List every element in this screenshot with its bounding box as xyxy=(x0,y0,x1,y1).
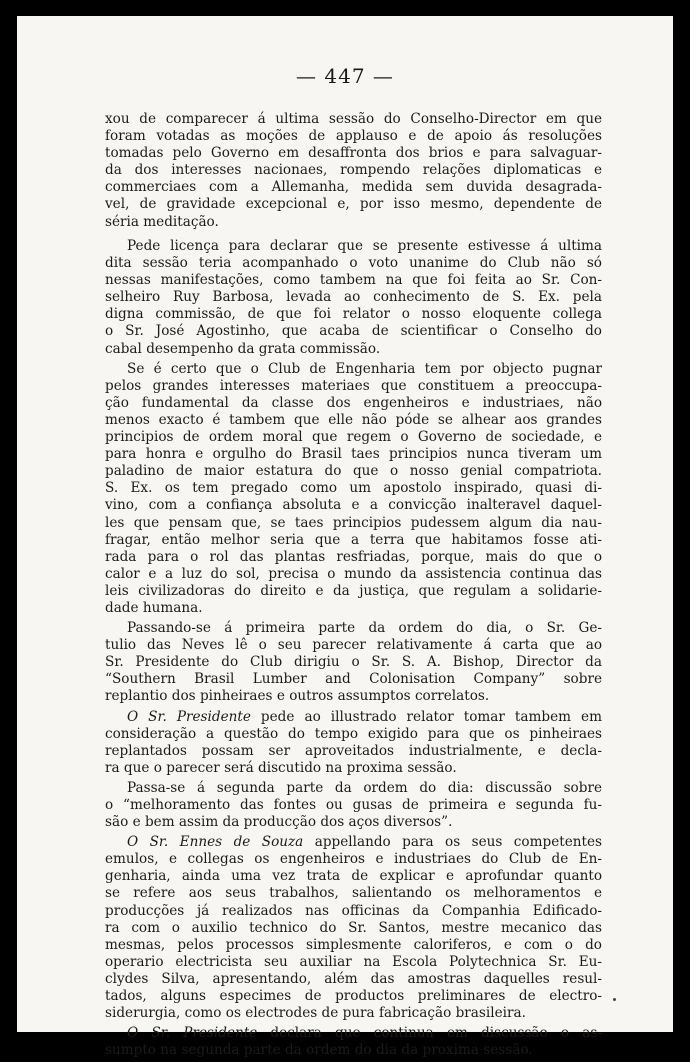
line-text: mesmas, pelos processos simplesmente caloriferos, e com o do xyxy=(105,936,602,953)
line-text: Pede licença para declarar que se presente estivesse á ultima xyxy=(127,238,602,254)
line-text: fragar, então melhor seria que a terra que habitamos fosse ati- xyxy=(105,531,602,548)
text-line xyxy=(105,937,602,954)
text-line xyxy=(105,196,602,213)
text-line xyxy=(105,323,602,340)
text-line xyxy=(105,885,602,902)
line-text: vino, com a confiança absoluta e a convicção inalteravel daquel- xyxy=(105,497,602,514)
scanned-page xyxy=(17,16,673,1059)
text-line xyxy=(105,179,602,196)
text-line xyxy=(105,238,602,255)
text-line xyxy=(105,637,602,654)
text-line xyxy=(105,395,602,412)
line-text: genharia, ainda uma vez trata de explicar e aprofundar quanto xyxy=(105,868,602,885)
line-text: o Sr. José Agostinho, que acaba de scientificar o Conselho do xyxy=(105,323,602,340)
text-line xyxy=(105,214,602,231)
text-line xyxy=(105,797,602,814)
text-line xyxy=(105,726,602,743)
line-text: S. Ex. os tem pregado como um apostolo inspirado, quasi di- xyxy=(105,480,602,497)
text-line xyxy=(105,162,602,179)
text-line xyxy=(105,128,602,145)
text-line xyxy=(105,688,602,705)
line-text: replantados possam ser aproveitados industrialmente, e decla- xyxy=(105,742,602,759)
line-text: ção fundamental da classe dos engenheiros e industriaes, não xyxy=(105,394,602,411)
text-line xyxy=(105,583,602,600)
line-text: appellando para os seus competentes xyxy=(303,834,602,851)
line-text: clydes Silva, apresentando, além das amostras daquelles resul- xyxy=(105,970,602,987)
line-text: rada para o rol das plantas resfriadas, porque, mais do que o xyxy=(105,548,602,565)
text-line xyxy=(105,920,602,937)
line-text: sumpto na segunda parte da ordem do dia da proxima sessão. xyxy=(105,1042,533,1059)
speaker-name: O Sr. Presidente xyxy=(127,708,251,725)
text-line xyxy=(105,111,602,128)
text-line xyxy=(105,361,602,378)
line-text: o “melhoramento das fontes ou gusas de primeira e segunda fu- xyxy=(105,797,602,813)
text-line xyxy=(105,709,602,726)
line-text: cabal desempenho da grata commissão. xyxy=(105,340,381,357)
paragraph xyxy=(105,620,602,705)
text-line xyxy=(105,600,602,617)
text-line xyxy=(105,532,602,549)
line-text: da dos interesses nacionaes, rompendo relações diplomaticas e xyxy=(105,162,602,179)
line-text: nessas manifestações, como tambem na que foi feita ao Sr. Con- xyxy=(105,272,602,289)
text-line xyxy=(105,429,602,446)
line-text: Se é certo que o Club de Engenharia tem por objecto pugnar xyxy=(127,360,602,377)
line-text: ra com o auxilio technico do Sr. Santos, mestre mecanico das xyxy=(105,919,602,936)
text-line xyxy=(105,272,602,289)
line-text: pede ao illustrado relator tomar tambem em xyxy=(250,708,602,725)
line-text: les que pensam que, se taes principios pudessem algum dia nau- xyxy=(105,514,602,531)
text-line xyxy=(105,378,602,395)
line-text: tulio das Neves lê o seu parecer relativamente á carta que ao xyxy=(105,637,602,654)
text-line xyxy=(105,954,602,971)
line-text: “Southern Brasil Lumber and Colonisation Company” sobre xyxy=(105,671,602,688)
line-text: pelos grandes interesses materiaes que constituem a preoccupa- xyxy=(105,377,602,394)
text-line xyxy=(105,566,602,583)
line-text: dade humana. xyxy=(105,599,203,616)
paragraph xyxy=(105,709,602,777)
page-number: — 447 — xyxy=(296,64,394,88)
text-line xyxy=(105,971,602,988)
line-text: calor e a luz do sol, precisa o mundo da assistencia continua das xyxy=(105,565,602,582)
paragraph xyxy=(105,834,602,1022)
text-line xyxy=(105,1005,602,1022)
line-text: tomadas pelo Governo em desaffronta dos brios e para salvaguar- xyxy=(105,145,602,162)
line-text: Sr. Presidente do Club dirigiu o Sr. S. A. Bishop, Director da xyxy=(105,654,602,671)
text-line xyxy=(105,834,602,851)
text-line xyxy=(105,463,602,480)
line-text: Passando-se á primeira parte da ordem do dia, o Sr. Ge- xyxy=(127,620,602,637)
line-text: selheiro Ruy Barbosa, levada ao conhecimento de S. Ex. pela xyxy=(105,289,602,306)
line-text: emulos, e collegas os engenheiros e industriaes do Club de En- xyxy=(105,851,602,868)
line-text: siderurgia, como os electrodes de pura fabricação brasileira. xyxy=(105,1005,526,1022)
text-line xyxy=(105,1042,602,1059)
line-text: producções já realizados nas officinas da Companhia Edificado- xyxy=(105,902,602,919)
speaker-name: O Sr. Ennes de Souza xyxy=(127,834,304,851)
line-text: para honra e orgulho do Brasil taes principios nunca tiveram um xyxy=(105,446,602,463)
text-line xyxy=(105,412,602,429)
line-text: operario electricista seu auxiliar na Escola Polytechnica Sr. Eu- xyxy=(105,953,602,970)
paragraph xyxy=(105,361,602,617)
line-text: leis civilizadoras do direito e da justiça, que regulam a solidarie- xyxy=(105,582,602,599)
text-line xyxy=(105,1025,602,1042)
line-text: tados, alguns especimes de productos preliminares de electro- xyxy=(105,988,602,1005)
paragraph xyxy=(105,238,602,358)
text-line xyxy=(105,341,602,358)
text-line xyxy=(105,671,602,688)
text-line xyxy=(105,497,602,514)
line-text: consideração a questão do tempo exigido para que os pinheiraes xyxy=(105,725,602,742)
text-line xyxy=(105,743,602,760)
speaker-name: O Sr. Presidente xyxy=(127,1025,258,1042)
text-body xyxy=(105,111,602,1062)
line-text: commerciaes com a Allemanha, medida sem duvida desagrada- xyxy=(105,179,602,196)
text-line xyxy=(105,255,602,272)
text-line xyxy=(105,620,602,637)
text-line xyxy=(105,480,602,497)
line-text: principios de ordem moral que regem o Governo de sociedade, e xyxy=(105,429,602,446)
line-text: séria meditação. xyxy=(105,213,219,230)
text-line xyxy=(105,289,602,306)
text-line xyxy=(105,868,602,885)
line-text: dita sessão teria acompanhado o voto unanime do Club não só xyxy=(105,255,602,272)
line-text: paladino de maior estatura do que o nosso genial compatriota. xyxy=(105,463,602,480)
scan-speck xyxy=(613,998,616,1001)
text-line xyxy=(105,549,602,566)
line-text: xou de comparecer á ultima sessão do Conselho-Director em que xyxy=(105,111,602,127)
text-line xyxy=(105,988,602,1005)
line-text: menos exacto é tambem que elle não póde se alhear aos grandes xyxy=(105,411,602,428)
line-text: ra que o parecer será discutido na proxima sessão. xyxy=(105,759,457,776)
paragraph xyxy=(105,111,602,230)
text-line xyxy=(105,760,602,777)
text-line xyxy=(105,306,602,323)
line-text: digna commissão, de que foi relator o nosso eloquente collega xyxy=(105,306,602,323)
line-text: replantio dos pinheiraes e outros assumptos correlatos. xyxy=(105,688,490,705)
line-text: Passa-se á segunda parte da ordem do dia: discussão sobre xyxy=(127,779,602,796)
line-text: foram votadas as moções de applauso e de apoio ás resoluções xyxy=(105,128,602,145)
text-line xyxy=(105,780,602,797)
line-text: se refere aos seus trabalhos, salientando os melhoramentos e xyxy=(105,885,602,902)
line-text: são e bem assim da producção dos aços diversos”. xyxy=(105,814,453,831)
text-line xyxy=(105,654,602,671)
text-line xyxy=(105,903,602,920)
text-line xyxy=(105,446,602,463)
paragraph xyxy=(105,1025,602,1059)
text-line xyxy=(105,851,602,868)
text-line xyxy=(105,145,602,162)
line-text: vel, de gravidade excepcional e, por isso mesmo, dependente de xyxy=(105,196,602,213)
text-line xyxy=(105,515,602,532)
line-text: declara que continua em discussão o as- xyxy=(257,1025,602,1042)
text-line xyxy=(105,814,602,831)
paragraph xyxy=(105,780,602,831)
